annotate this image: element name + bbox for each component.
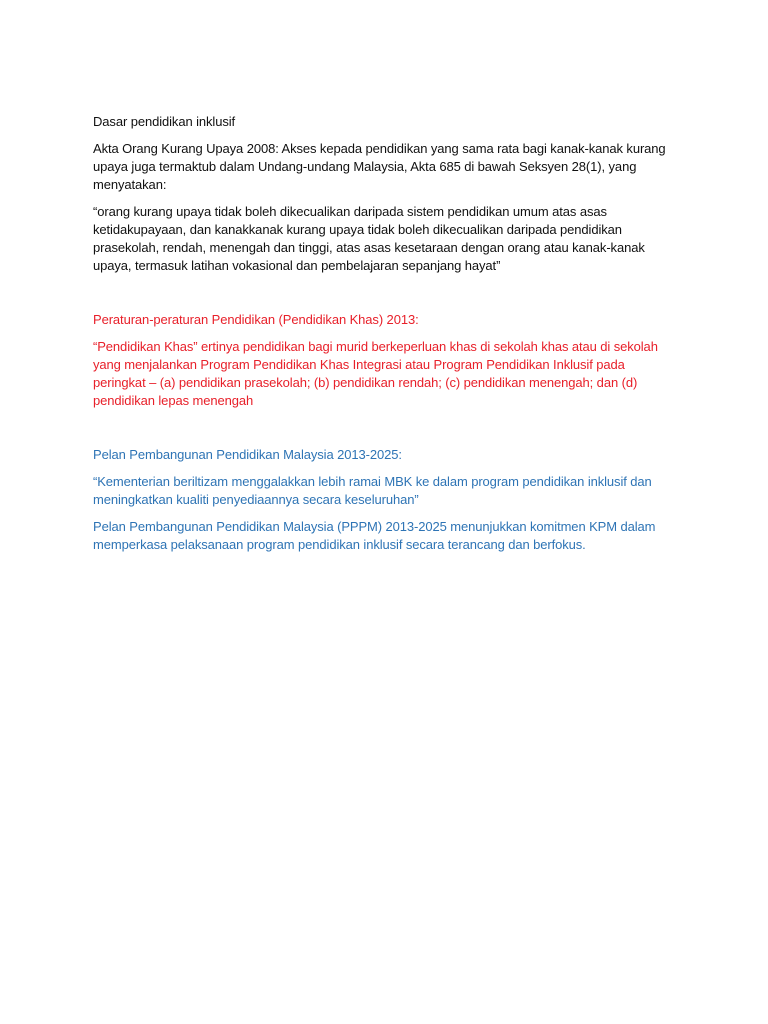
spacer [93, 410, 678, 446]
section1-title: Dasar pendidikan inklusif [93, 114, 236, 129]
spacer [93, 275, 678, 311]
section1-quote: “orang kurang upaya tidak boleh dikecualikan daripada sistem pendidikan umum atas asas ketidakupayaan, dan kanakkanak kurang upaya tidak boleh dikecualikan daripada pendidikan prasekolah, rendah, menengah dan tinggi, atas asas kesetaraan dengan orang atau kanak-kanak upaya, termasuk latihan vokasional dan pembelajaran sepanjang hayat” [93, 204, 645, 273]
section2-title: Peraturan-peraturan Pendidikan (Pendidikan Khas) 2013: [93, 312, 419, 327]
section1-paragraph: Akta Orang Kurang Upaya 2008: Akses kepada pendidikan yang sama rata bagi kanak-kanak kurang upaya juga termaktub dalam Undang-undang Malaysia, Akta 685 di bawah Seksyen 28(1), yang menyatakan: [93, 141, 666, 192]
section3-title: Pelan Pembangunan Pendidikan Malaysia 2013-2025: [93, 447, 402, 462]
document-body [93, 113, 678, 554]
section3-quote: “Kementerian beriltizam menggalakkan lebih ramai MBK ke dalam program pendidikan inklusif dan meningkatkan kualiti penyediaannya secara keseluruhan” [93, 474, 652, 507]
section3-paragraph: Pelan Pembangunan Pendidikan Malaysia (PPPM) 2013-2025 menunjukkan komitmen KPM dalam memperkasa pelaksanaan program pendidikan inklusif secara terancang dan berfokus. [93, 519, 656, 552]
section2-paragraph: “Pendidikan Khas” ertinya pendidikan bagi murid berkeperluan khas di sekolah khas atau di sekolah yang menjalankan Program Pendidikan Khas Integrasi atau Program Pendidikan Inklusif pada peringkat – (a) pendidikan prasekolah; (b) pendidikan rendah; (c) pendidikan menengah; dan (d) pendidikan lepas menengah [93, 339, 658, 408]
